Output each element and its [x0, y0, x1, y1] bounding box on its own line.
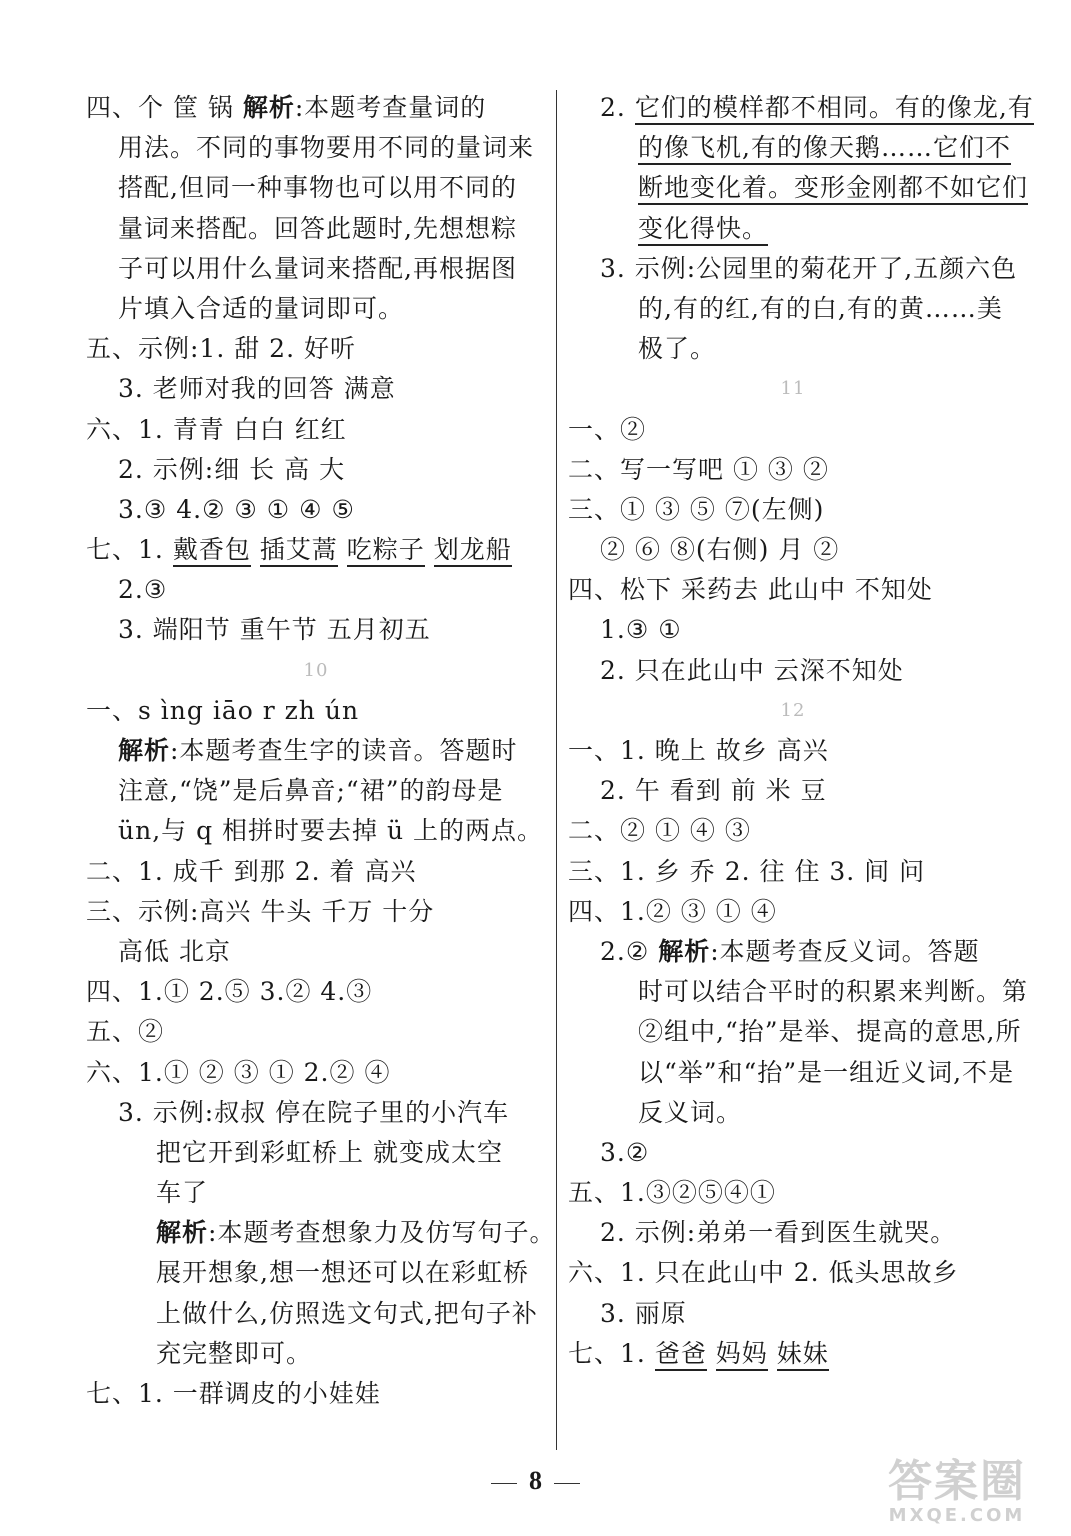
- answer-line: [86, 128, 546, 168]
- underlined-answer: 划龙船: [434, 535, 512, 567]
- answer-line: [86, 1012, 546, 1052]
- answer-text: 一、s ìng iāo r zh ún: [86, 695, 360, 725]
- answer-line: [86, 1093, 546, 1133]
- answer-text: [707, 1339, 716, 1368]
- answer-text: 时可以结合平时的积累来判断。第: [638, 977, 1029, 1007]
- answer-line: [86, 1213, 556, 1253]
- answer-text: 充完整即可。: [156, 1338, 313, 1368]
- answer-line: [568, 1133, 1018, 1173]
- answer-text: ②组中,“抬”是举、提高的意思,所: [638, 1017, 1022, 1047]
- answer-line: [86, 731, 546, 771]
- answer-text: [425, 535, 434, 564]
- answer-text: 用法。不同的事物要用不同的量词来: [118, 133, 535, 163]
- answer-text: ② ⑥ ⑧(右侧) 月 ②: [600, 535, 840, 565]
- underlined-answer: 爸爸: [655, 1339, 707, 1371]
- answer-text: 2. 示例:细 长 高 大: [118, 454, 346, 484]
- answer-line: [86, 932, 546, 972]
- answer-text: 3. 老师对我的回答 满意: [118, 374, 396, 404]
- answer-line: [86, 168, 546, 208]
- answer-line: [86, 972, 546, 1012]
- analysis-label: 解析: [156, 1218, 209, 1248]
- answer-text: 四、松下 采药去 此山中 不知处: [568, 575, 933, 605]
- answer-line: [86, 771, 546, 811]
- answer-text: :本题考查生字的读音。答题时: [170, 736, 518, 765]
- watermark-logo: [857, 1458, 1057, 1528]
- underlined-answer: 变化得快。: [638, 214, 768, 246]
- answer-text: 七、1. 一群调皮的小娃娃: [86, 1379, 381, 1408]
- answer-text: 的,有的红,有的白,有的黄……美: [638, 293, 1003, 323]
- answer-text: 六、1.① ② ③ ① 2.② ④: [86, 1057, 391, 1087]
- answer-line: [86, 1334, 546, 1374]
- answer-text: 上做什么,仿照选文句式,把句子补: [156, 1298, 538, 1328]
- answer-text: 七、1.: [86, 535, 173, 565]
- section-number: [568, 691, 1018, 731]
- answer-text: ün,与 q 相拼时要去掉 ü 上的两点。: [118, 816, 544, 846]
- answer-line: [568, 1053, 1018, 1093]
- answer-line: [86, 1133, 546, 1173]
- answer-line: [86, 610, 546, 650]
- answer-text: 三、① ③ ⑤ ⑦(左侧): [568, 494, 825, 524]
- answer-text: 搭配,但同一种事物也可以用不同的: [118, 173, 517, 203]
- answer-text: 高低 北京: [118, 936, 231, 966]
- underlined-answer: 的像飞机,有的像天鹅……它们不: [638, 133, 1011, 165]
- underlined-answer: 断地变化着。变形金刚都不如它们: [638, 173, 1028, 205]
- answer-line: [86, 249, 546, 289]
- answer-text: 三、示例:高兴 牛头 千万 十分: [86, 896, 435, 926]
- footer-dash-right: [554, 1483, 580, 1484]
- analysis-label: 解析: [658, 936, 711, 966]
- answer-text: 量词来搭配。回答此题时,先想想粽: [118, 213, 517, 243]
- answer-line: [568, 490, 1018, 530]
- answer-text: 二、② ① ④ ③: [568, 816, 751, 846]
- answer-text: 一、1. 晚上 故乡 高兴: [568, 736, 829, 765]
- answer-text: 2. 示例:弟弟一看到医生就哭。: [600, 1218, 957, 1248]
- answer-line: [86, 1294, 546, 1334]
- answer-text: 2. 只在此山中 云深不知处: [600, 655, 904, 685]
- answer-line: [86, 1253, 546, 1293]
- answer-text: 片填入合适的量词即可。: [118, 293, 405, 323]
- answer-line: [568, 610, 1018, 650]
- underlined-answer: 插艾蒿: [260, 535, 338, 567]
- answer-line: [568, 892, 1018, 932]
- column-divider: [556, 90, 557, 1450]
- answer-text: 二、1. 成千 到那 2. 着 高兴: [86, 856, 417, 886]
- answer-line: [86, 209, 546, 249]
- underlined-answer: 妹妹: [777, 1339, 829, 1371]
- answer-line: [568, 128, 1018, 168]
- underlined-answer: 它们的模样都不相同。有的像龙,有: [635, 93, 1034, 125]
- left-column: [86, 88, 556, 1414]
- answer-text: 四、1.② ③ ① ④: [568, 896, 777, 926]
- answer-text: 四、1.① 2.⑤ 3.② 4.③: [86, 977, 373, 1007]
- answer-line: [568, 1093, 1018, 1133]
- answer-text: 五、1.③②⑤④①: [568, 1178, 776, 1208]
- answer-line: [568, 289, 1018, 329]
- answer-text: 2. 午 看到 前 米 豆: [600, 776, 827, 806]
- answer-text: :本题考查量词的: [294, 93, 487, 122]
- answer-line: [86, 88, 546, 128]
- answer-text: 展开想象,想一想还可以在彩虹桥: [156, 1258, 529, 1288]
- answer-line: [86, 530, 546, 570]
- footer-dash-left: [491, 1483, 517, 1484]
- answer-line: [568, 1334, 1018, 1374]
- answer-text: 3.②: [600, 1137, 650, 1167]
- answer-text: 把它开到彩虹桥上 就变成太空: [156, 1137, 503, 1167]
- watermark-logo-mark: 答案圈: [888, 1456, 1026, 1507]
- underlined-answer: 戴香包: [173, 535, 251, 567]
- answer-line: [568, 530, 1018, 570]
- page-number: 8: [529, 1466, 542, 1495]
- underlined-answer: 吃粽子: [347, 535, 425, 567]
- answer-line: [86, 369, 546, 409]
- answer-line: [568, 731, 1018, 771]
- answer-text: 11: [780, 378, 806, 400]
- answer-line: [568, 771, 1018, 811]
- answer-text: :本题考查想象力及仿写句子。: [208, 1218, 556, 1248]
- answer-text: 3. 丽原: [600, 1298, 687, 1328]
- answer-line: [568, 329, 1018, 369]
- answer-line: [86, 1374, 546, 1414]
- answer-line: [86, 570, 546, 610]
- answer-text: 以“举”和“抬”是一组近义词,不是: [638, 1057, 1015, 1087]
- answer-text: 注意,“饶”是后鼻音;“裙”的韵母是: [118, 776, 504, 806]
- answer-text: 3. 示例:公园里的菊花开了,五颜六色: [600, 253, 1018, 283]
- answer-text: 车了: [156, 1178, 209, 1208]
- answer-text: 2.③: [118, 575, 168, 605]
- answer-text: 一、②: [568, 414, 647, 444]
- answer-line: [86, 811, 546, 851]
- answer-line: [568, 450, 1018, 490]
- answer-line: [568, 1294, 1018, 1334]
- answer-text: [251, 535, 260, 564]
- answer-text: 子可以用什么量词来搭配,再根据图: [118, 253, 517, 283]
- answer-text: 2.②: [600, 936, 659, 966]
- answer-text: 12: [780, 699, 806, 721]
- watermark-logo-text: MXQE.COM: [888, 1505, 1026, 1526]
- answer-line: [86, 450, 546, 490]
- answer-text: 五、示例:1. 甜 2. 好听: [86, 334, 356, 364]
- answer-line: [568, 651, 1018, 691]
- answer-text: 四、个 筐 锅: [86, 93, 243, 122]
- answer-text: 3. 端阳节 重午节 五月初五: [118, 615, 431, 645]
- answer-line: [568, 1173, 1018, 1213]
- answer-line: [86, 289, 546, 329]
- answer-line: [568, 932, 1018, 972]
- answer-text: [338, 535, 347, 564]
- answer-line: [86, 490, 546, 530]
- answer-text: 三、1. 乡 乔 2. 往 住 3. 间 问: [568, 856, 926, 886]
- answer-line: [568, 811, 1018, 851]
- answer-text: 2.: [600, 93, 635, 122]
- answer-line: [568, 88, 1034, 128]
- answer-line: [568, 1012, 1022, 1052]
- answer-text: 3.③ 4.② ③ ① ④ ⑤: [118, 494, 355, 524]
- section-number: [568, 369, 1018, 409]
- answer-line: [86, 852, 546, 892]
- answer-text: [768, 1339, 777, 1368]
- answer-text: 10: [303, 659, 329, 681]
- answer-line: [86, 329, 546, 369]
- answer-text: 五、②: [86, 1017, 165, 1047]
- answer-line: [86, 1173, 546, 1213]
- analysis-label: 解析: [242, 93, 295, 122]
- answer-line: [568, 972, 1029, 1012]
- right-column: [568, 88, 1034, 1374]
- answer-line: [86, 410, 546, 450]
- answer-line: [568, 410, 1018, 450]
- answer-text: 1.③ ①: [600, 615, 682, 645]
- answer-text: 反义词。: [638, 1097, 743, 1127]
- answer-line: [568, 852, 1018, 892]
- answer-line: [86, 1053, 546, 1093]
- answer-text: :本题考查反义词。答题: [710, 936, 980, 966]
- answer-line: [568, 1213, 1018, 1253]
- answer-text: 二、写一写吧 ① ③ ②: [568, 454, 829, 484]
- answer-line: [568, 570, 1018, 610]
- answer-text: 六、1. 青青 白白 红红: [86, 414, 347, 444]
- underlined-answer: 妈妈: [716, 1339, 768, 1371]
- answer-line: [86, 691, 546, 731]
- answer-line: [86, 892, 546, 932]
- answer-line: [568, 168, 1029, 208]
- section-number: [86, 651, 546, 691]
- answer-text: 七、1.: [568, 1338, 655, 1368]
- answer-line: [568, 209, 1018, 249]
- answer-line: [568, 1253, 1018, 1293]
- analysis-label: 解析: [118, 736, 171, 765]
- answer-text: 3. 示例:叔叔 停在院子里的小汽车: [118, 1097, 510, 1127]
- answer-line: [568, 249, 1018, 289]
- answer-text: 六、1. 只在此山中 2. 低头思故乡: [568, 1258, 959, 1288]
- answer-text: 极了。: [638, 334, 717, 364]
